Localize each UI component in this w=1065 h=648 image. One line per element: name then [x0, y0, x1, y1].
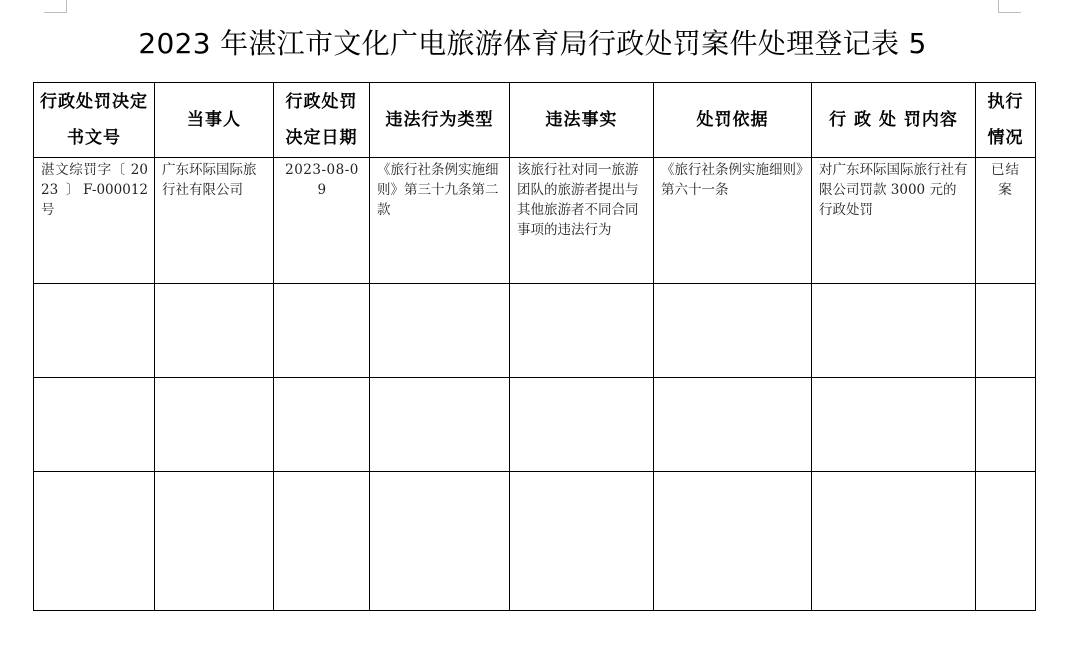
table-row-empty [34, 284, 1036, 378]
table-row-empty [34, 378, 1036, 472]
empty-cell [510, 472, 654, 611]
cell-violation-type: 《旅行社条例实施细则》第三十九条第二款 [370, 158, 510, 284]
cell-violation-fact: 该旅行社对同一旅游团队的旅游者提出与其他旅游者不同合同事项的违法行为 [510, 158, 654, 284]
cell-execution-status: 已结案 [976, 158, 1036, 284]
header-party: 当事人 [155, 83, 274, 158]
penalty-register-table [33, 82, 1036, 611]
empty-cell [274, 284, 370, 378]
cell-penalty-content: 对广东环际国际旅行社有限公司罚款 3000 元的行政处罚 [812, 158, 976, 284]
empty-cell [155, 284, 274, 378]
empty-cell [34, 472, 155, 611]
header-penalty-basis: 处罚依据 [654, 83, 812, 158]
empty-cell [976, 472, 1036, 611]
empty-cell [370, 284, 510, 378]
header-violation-type: 违法行为类型 [370, 83, 510, 158]
header-violation-fact: 违法事实 [510, 83, 654, 158]
header-doc-number: 行政处罚决定书文号 [34, 83, 155, 158]
table-row [34, 158, 1036, 284]
document-title: 2023 年湛江市文化广电旅游体育局行政处罚案件处理登记表 5 [138, 27, 927, 60]
page-corner-mark-left [44, 0, 67, 13]
header-penalty-content: 行 政 处 罚内容 [812, 83, 976, 158]
cell-party: 广东环际国际旅行社有限公司 [155, 158, 274, 284]
empty-cell [510, 284, 654, 378]
empty-cell [34, 378, 155, 472]
empty-cell [274, 378, 370, 472]
empty-cell [654, 472, 812, 611]
empty-cell [812, 472, 976, 611]
cell-doc-number: 湛文综罚字〔 2023 〕F-000012 号 [34, 158, 155, 284]
empty-cell [654, 378, 812, 472]
page-corner-mark-right [998, 0, 1021, 13]
empty-cell [812, 284, 976, 378]
cell-penalty-basis: 《旅行社条例实施细则》第六十一条 [654, 158, 812, 284]
header-execution-status: 执行情况 [976, 83, 1036, 158]
empty-cell [510, 378, 654, 472]
empty-cell [976, 284, 1036, 378]
empty-cell [812, 378, 976, 472]
table-header-row [34, 83, 1036, 158]
empty-cell [976, 378, 1036, 472]
empty-cell [274, 472, 370, 611]
cell-decision-date: 2023-08-09 [274, 158, 370, 284]
empty-cell [155, 378, 274, 472]
empty-cell [370, 378, 510, 472]
empty-cell [34, 284, 155, 378]
table-row-empty [34, 472, 1036, 611]
empty-cell [370, 472, 510, 611]
empty-cell [155, 472, 274, 611]
header-decision-date: 行政处罚决定日期 [274, 83, 370, 158]
empty-cell [654, 284, 812, 378]
